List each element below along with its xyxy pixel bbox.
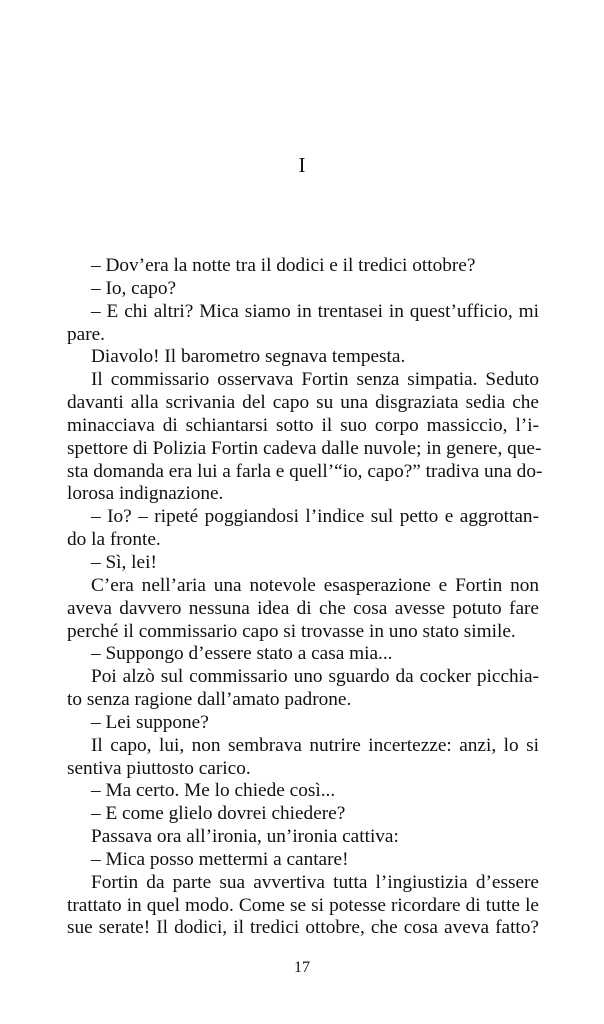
page-number: 17 bbox=[294, 959, 310, 976]
text-line: spettore di Polizia Fortin cadeva dalle nuvole; in genere, que- bbox=[67, 437, 542, 459]
text-line: C’era nell’aria una notevole esasperazione e Fortin non bbox=[91, 574, 539, 596]
text-line: pare. bbox=[67, 323, 105, 345]
text-line: – Mica posso mettermi a cantare! bbox=[91, 848, 349, 870]
text-line: – Ma certo. Me lo chiede così... bbox=[91, 780, 336, 802]
text-line: to senza ragione dall’amato padrone. bbox=[67, 689, 352, 711]
text-line: Diavolo! Il barometro segnava tempesta. bbox=[91, 346, 406, 368]
text-line: – Dov’era la notte tra il dodici e il tredici ottobre? bbox=[91, 255, 476, 276]
text-line: sue serate! Il dodici, il tredici ottobre, che cosa aveva fatto? bbox=[67, 917, 539, 939]
text-line: lorosa indignazione. bbox=[67, 483, 224, 505]
text-line: – Suppongo d’essere stato a casa mia... bbox=[91, 643, 393, 665]
text-line: sentiva piuttosto carico. bbox=[67, 757, 251, 779]
text-line: davanti alla scrivania del capo su una disgraziata sedia che bbox=[67, 392, 539, 414]
text-line: Il commissario osservava Fortin senza simpatia. Seduto bbox=[91, 369, 539, 391]
text-line: minacciava di schiantarsi sotto il suo corpo massiccio, l’i- bbox=[67, 414, 539, 436]
text-line: – E chi altri? Mica siamo in trentasei in quest’ufficio, mi bbox=[91, 300, 539, 322]
text-line: sta domanda era lui a farla e quell’“io, capo?” tradiva una do- bbox=[67, 460, 543, 482]
text-line: Fortin da parte sua avvertiva tutta l’ingiustizia d’essere bbox=[91, 871, 539, 893]
body-text bbox=[67, 255, 543, 940]
text-line: – Io? – ripeté poggiandosi l’indice sul petto e aggrottan- bbox=[91, 506, 539, 528]
text-line: aveva davvero nessuna idea di che cosa avesse potuto fare bbox=[67, 597, 539, 619]
text-line: Il capo, lui, non sembrava nutrire incertezze: anzi, lo si bbox=[91, 734, 539, 756]
text-line: – Io, capo? bbox=[91, 277, 177, 299]
text-line: Poi alzò sul commissario uno sguardo da cocker picchia- bbox=[91, 666, 539, 688]
text-line: – Lei suppone? bbox=[91, 711, 209, 733]
text-line: trattato in quel modo. Come se si potesse ricordare di tutte le bbox=[67, 894, 539, 916]
text-line: perché il commissario capo si trovasse in uno stato simile. bbox=[67, 620, 516, 642]
text-line: Passava ora all’ironia, un’ironia cattiva: bbox=[91, 826, 399, 848]
text-line: – E come glielo dovrei chiedere? bbox=[91, 803, 346, 825]
text-line: do la fronte. bbox=[67, 529, 161, 551]
chapter-title: I bbox=[298, 153, 306, 177]
text-line: – Sì, lei! bbox=[91, 551, 157, 573]
